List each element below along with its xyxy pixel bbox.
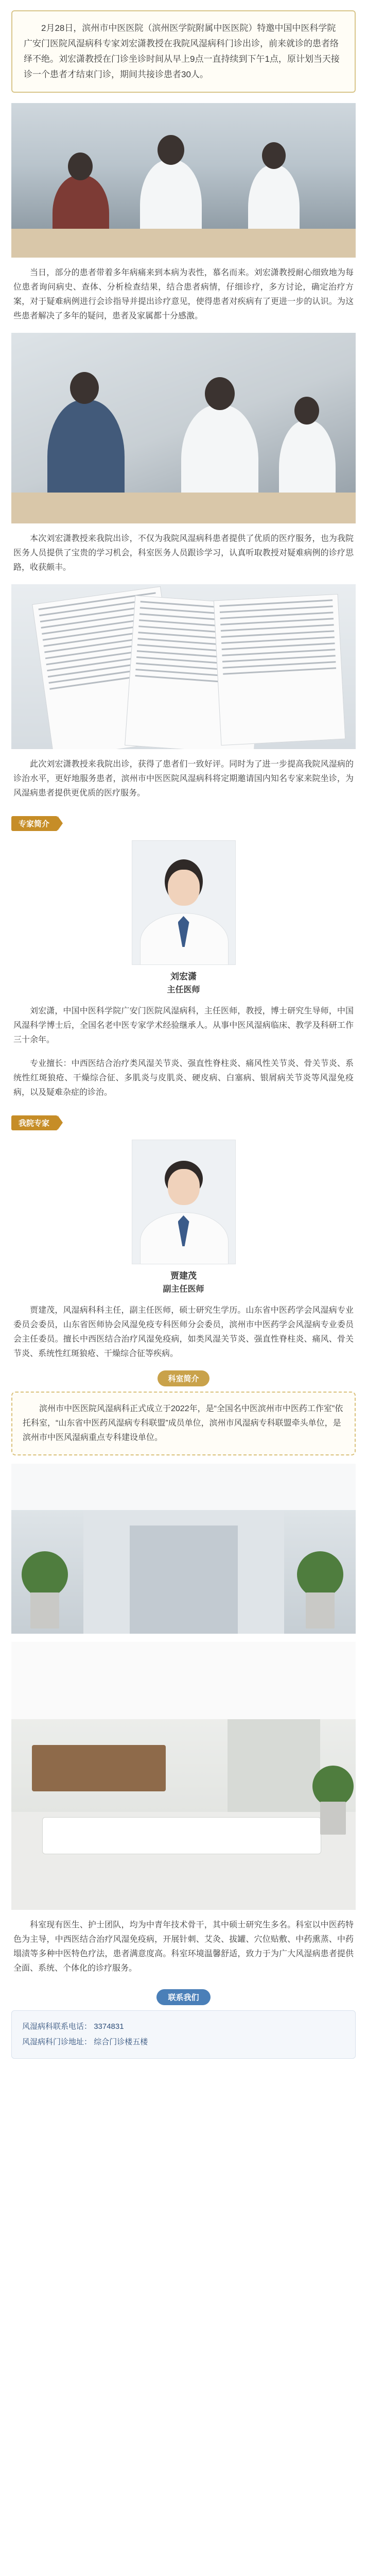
consultation-photo-2 — [11, 333, 356, 523]
location-label: 风湿病科门诊地址： — [22, 2038, 92, 2046]
expert2-portrait — [132, 1140, 236, 1264]
expert2-bio: 贾建茂，风湿病科科主任，副主任医师，硕士研究生学历。山东省中医药学会风湿病专业委员会委员，山东省医师协会风湿免疫专科医师分会委员，滨州市中医药学会风湿病专业委员会主任委员。擅长中西医结合治疗风湿免疫病，如类风湿关节炎、强直性脊柱炎、痛风、骨关节炎、系统性红斑狼疮、干燥综合征等疾病。 — [13, 1306, 354, 1358]
paragraph-3: 此次刘宏潇教授来我院出诊，获得了患者们一致好评。同时为了进一步提高我院风湿病的诊治水平，更好地服务患者，滨州市中医医院风湿病科将定期邀请国内知名专家来院坐诊，为风湿病患者提供更优质的医疗服务。 — [13, 760, 354, 798]
section-tag-expert-intro: 专家简介 — [11, 816, 58, 831]
intro-box: 2月28日，滨州市中医医院（滨州医学院附属中医医院）特邀中国中医科学院广安门医院风湿病科专家刘宏潇教授在我院风湿病科门诊出诊，前来就诊的患者络绎不绝。刘宏潇教授在门诊坐诊时间从早上9点一直持续到下午1点，原计划当天接诊一个患者才结束门诊，期间共接诊患者30人。 — [11, 10, 356, 93]
paragraph-1: 当日，部分的患者带着多年病痛来到本病为表性，慕名而来。刘宏潇教授耐心细致地为每位患者询问病史、查体、分析检查结果，结合患者病情，仔细诊疗，多方讨论，确定治疗方案，对于疑难病例进行会诊指导并提出诊疗意见，使得患者对疾病有了更进一步的认识。为这些患者解决了多年的疑问，患者及家属都十分感激。 — [13, 268, 354, 320]
expert1-title: 主任医师 — [167, 986, 200, 994]
phone-number[interactable]: 3374831 — [94, 2022, 124, 2031]
ward-photo — [11, 1642, 356, 1910]
expert2-title: 副主任医师 — [163, 1285, 204, 1294]
expert1-profile — [0, 840, 367, 997]
location-value: 综合门诊楼五楼 — [94, 2038, 148, 2046]
expert2-profile — [0, 1140, 367, 1296]
section-tag-our-expert: 我院专家 — [11, 1115, 58, 1130]
expert1-portrait — [132, 840, 236, 965]
expert2-name: 贾建茂 — [170, 1271, 197, 1281]
consultation-photo-1 — [11, 103, 356, 258]
contact-phone-row — [22, 2019, 345, 2035]
contact-location-row — [22, 2035, 345, 2050]
contact-box — [11, 2010, 356, 2059]
expert1-bio-2: 专业擅长：中西医结合治疗类风湿关节炎、强直性脊柱炎、痛风性关节炎、骨关节炎、系统性红斑狼疮、干燥综合征、多肌炎与皮肌炎、硬皮病、白塞病、银屑病关节炎等风湿免疫病，以及疑难杂症的诊治。 — [13, 1059, 354, 1097]
expert1-name: 刘宏潇 — [170, 972, 197, 981]
section-tag-contact — [0, 1989, 367, 2005]
contact-tag-label: 联系我们 — [156, 1989, 210, 2005]
department-highlight-box: 滨州市中医医院风湿病科正式成立于2022年，是“全国名中医滨州市中医药工作室”依托科室，“山东省中医药风湿病专科联盟”成员单位，滨州市风湿病专科联盟牵头单位，是滨州市中医风湿病重点专科建设单位。 — [11, 1392, 356, 1455]
phone-label: 风湿病科联系电话： — [22, 2022, 92, 2031]
expert1-bio-1: 刘宏潇，中国中医科学院广安门医院风湿病科，主任医师，教授，博士研究生导师，中国风湿科学博士后，全国名老中医专家学术经验继承人。从事中医风湿病临床、教学及科研工作三十余年。 — [13, 1007, 354, 1044]
paragraph-2: 本次刘宏潇教授来我院出诊，不仅为我院风湿病科患者提供了优质的医疗服务，也为我院医务人员提供了宝贵的学习机会，科室医务人员跟诊学习，认真听取教授对疑难病例的诊疗思路，收获颇丰。 — [13, 534, 354, 572]
department-tag-label: 科室简介 — [158, 1370, 209, 1386]
section-tag-department — [0, 1370, 367, 1386]
department-body: 科室现有医生、护士团队，均为中青年技术骨干，其中硕士研究生多名。科室以中医药特色为主导，中西医结合治疗风湿免疫病，开展针刺、艾灸、拔罐、穴位贴敷、中药熏蒸、中药塌渍等多种中医特色疗法，患者满意度高。科室环境温馨舒适，致力于为广大风湿病患者提供全面、系统、个体化的诊疗服务。 — [13, 1921, 354, 1973]
documents-photo — [11, 584, 356, 749]
corridor-photo — [11, 1464, 356, 1634]
